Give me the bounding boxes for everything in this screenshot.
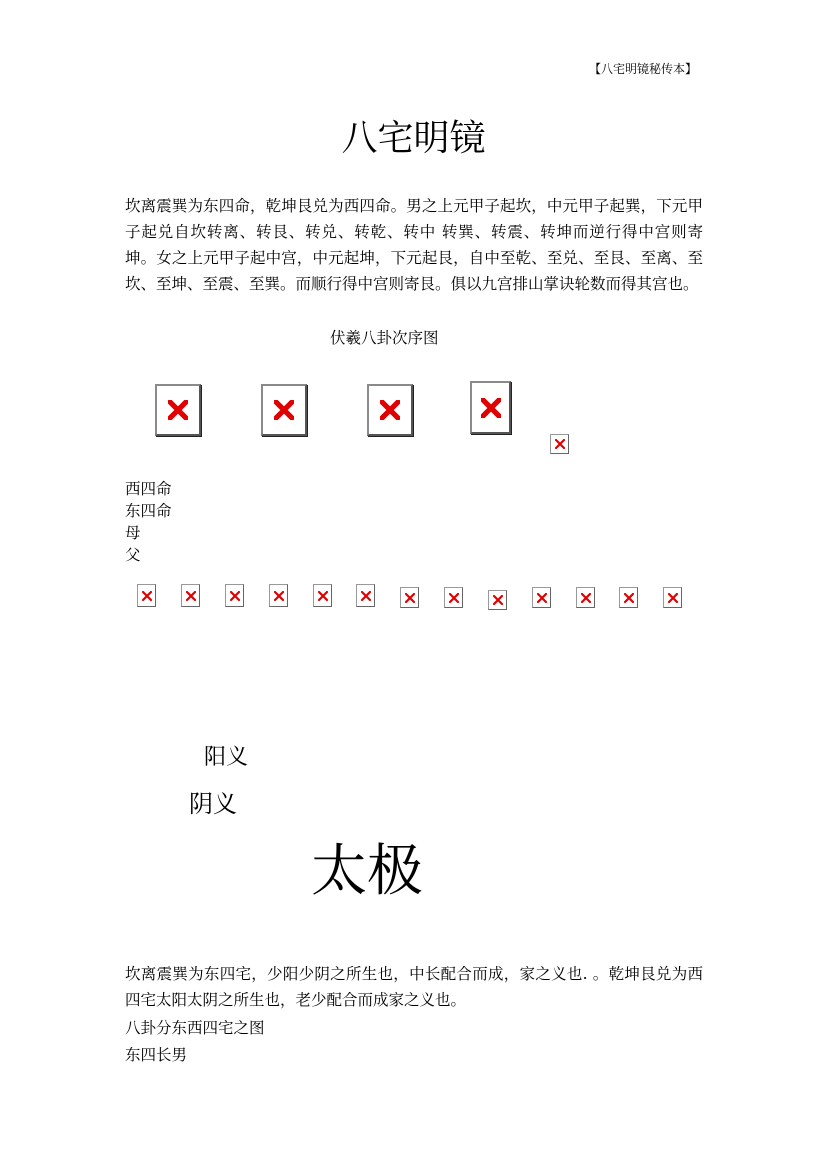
red-x-mark-icon bbox=[274, 591, 284, 601]
red-x-mark-icon bbox=[274, 400, 294, 420]
yin-label: 阴义 bbox=[189, 790, 237, 818]
broken-image-icon bbox=[550, 434, 569, 454]
broken-image-icon bbox=[225, 584, 244, 607]
broken-image-icon bbox=[488, 590, 507, 610]
broken-image-icon bbox=[356, 584, 375, 607]
red-x-mark-icon bbox=[168, 400, 188, 420]
red-x-mark-icon bbox=[624, 593, 634, 603]
red-x-mark-icon bbox=[493, 595, 503, 605]
broken-image-icon bbox=[576, 587, 595, 608]
broken-image-icon bbox=[663, 587, 682, 608]
broken-image-icon bbox=[470, 381, 511, 434]
broken-image-icon bbox=[444, 587, 463, 608]
red-x-mark-icon bbox=[186, 591, 196, 601]
broken-image-icon bbox=[269, 584, 288, 607]
yang-label: 阳义 bbox=[204, 745, 249, 770]
red-x-mark-icon bbox=[405, 593, 415, 603]
red-x-mark-icon bbox=[581, 593, 591, 603]
taiji-label: 太极 bbox=[311, 839, 423, 904]
red-x-mark-icon bbox=[481, 398, 501, 418]
broken-image-icon bbox=[532, 587, 551, 608]
red-x-mark-icon bbox=[668, 593, 678, 603]
red-x-mark-icon bbox=[555, 439, 565, 449]
label-east-four: 东四命 bbox=[125, 502, 172, 520]
label-father: 父 bbox=[125, 546, 141, 564]
broken-image-icon bbox=[619, 587, 638, 608]
red-x-mark-icon bbox=[318, 591, 328, 601]
intro-paragraph: 坎离震巽为东四命，乾坤艮兑为西四命。男之上元甲子起坎，中元甲子起巽，下元甲子起兑自坎转离、转艮、转兑、转乾、转中 转巽、转震、转坤而逆行得中宫则寄坤。女之上元甲子起中宫，中元起坤，下元起艮，自中至乾、至兑、至艮、至离、至坎、至坤、至震、至巽。而顺行得中宫则寄艮。俱以九宫排山掌诀轮数而得其宫也。 bbox=[125, 197, 703, 293]
broken-image-icon bbox=[261, 384, 307, 436]
red-x-mark-icon bbox=[380, 400, 400, 420]
broken-image-icon bbox=[181, 584, 200, 607]
diagram-caption: 伏羲八卦次序图 bbox=[330, 329, 439, 347]
running-header: 【八宅明镜秘传本】 bbox=[588, 62, 697, 76]
red-x-mark-icon bbox=[449, 593, 459, 603]
section-title: 八卦分东西四宅之图 bbox=[125, 1019, 265, 1037]
label-mother: 母 bbox=[125, 524, 141, 542]
red-x-mark-icon bbox=[142, 591, 152, 601]
broken-image-icon bbox=[137, 584, 156, 607]
east-line: 东四长男 bbox=[125, 1046, 188, 1064]
red-x-mark-icon bbox=[230, 591, 240, 601]
broken-image-icon bbox=[400, 587, 419, 608]
broken-image-icon bbox=[155, 384, 201, 436]
outro-paragraph: 坎离震巽为东四宅，少阳少阴之所生也，中长配合而成，家之义也. 。乾坤艮兑为西四宅太阳太阴之所生也，老少配合而成家之义也。 bbox=[125, 965, 703, 1009]
red-x-mark-icon bbox=[361, 591, 371, 601]
label-west-four: 西四命 bbox=[125, 480, 172, 498]
broken-image-icon bbox=[367, 384, 413, 436]
page-title: 八宅明镜 bbox=[341, 118, 486, 159]
red-x-mark-icon bbox=[537, 593, 547, 603]
broken-image-icon bbox=[313, 584, 332, 607]
